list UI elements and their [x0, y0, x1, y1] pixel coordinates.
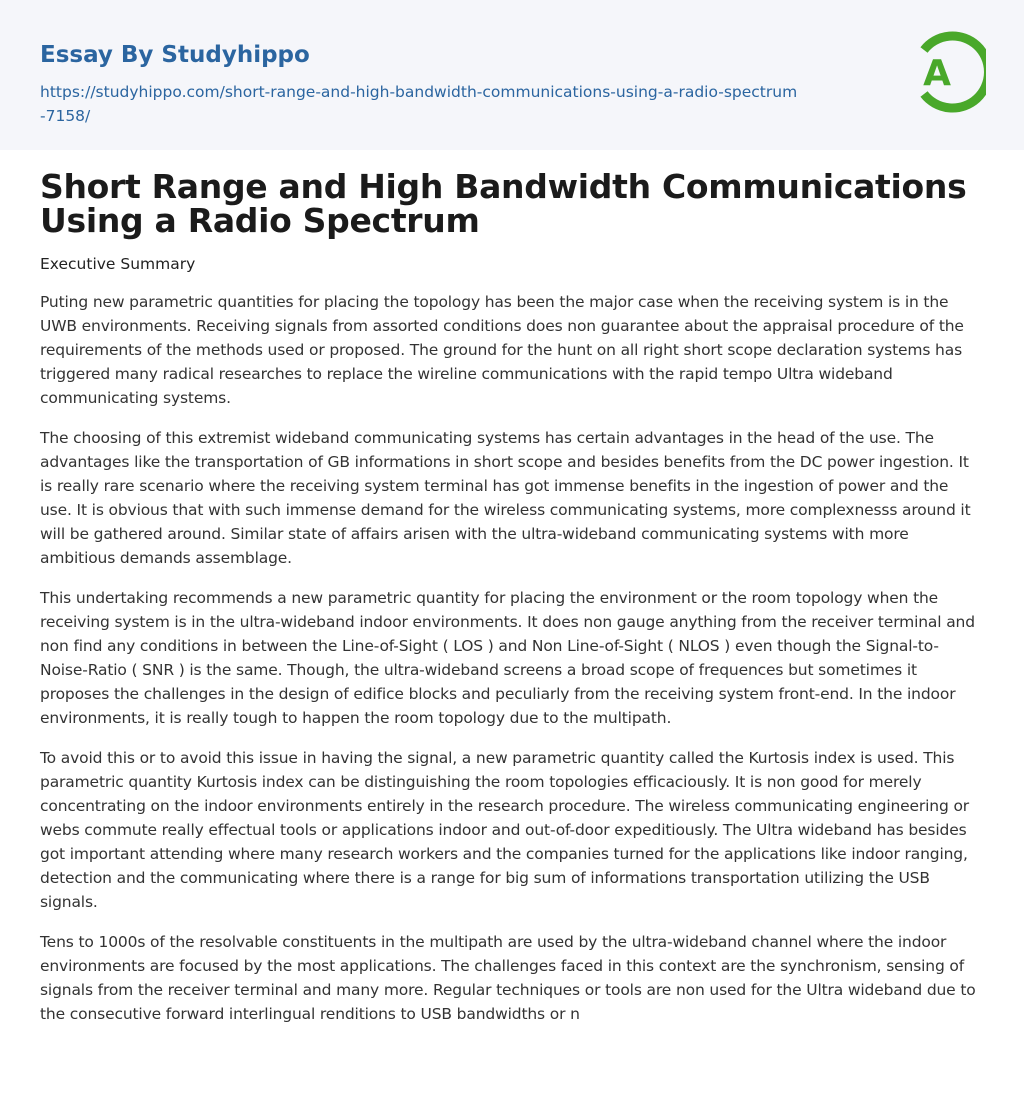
essay-content [0, 150, 1024, 1026]
essay-url-link[interactable]: https://studyhippo.com/short-range-and-high-bandwidth-communications-using-a-radio-spectrum-7158/ [40, 83, 798, 125]
studyhippo-logo-icon[interactable] [910, 28, 986, 116]
essay-subtitle: Executive Summary [40, 255, 196, 273]
essay-paragraph-4: To avoid this or to avoid this issue in having the signal, a new parametric quantity called the Kurtosis index is used. This parametric quantity Kurtosis index can be distinguishing the room topologies efficaciously. It is non good for merely concentrating on the indoor environments entirely in the research procedure. The wireless communicating engineering or webs commute really effectual tools or applications indoor and out-of-door expeditiously. The Ultra wideband has besides got important attending where many research workers and the companies turned for the applications like indoor ranging, detection and the communicating where there is a range for big sum of informations transportation utilizing the USB signals. [40, 749, 970, 911]
site-header [0, 0, 1024, 150]
logo-letter: A [923, 53, 951, 94]
essay-paragraph-5: Tens to 1000s of the resolvable constituents in the multipath are used by the ultra-wideband channel where the indoor environments are focused by the most applications. The challenges faced in this context are the synchronism, sensing of signals from the receiver terminal and many more. Regular techniques or tools are non used for the Ultra wideband due to the consecutive forward interlingual renditions to USB bandwidths or n [40, 933, 976, 1023]
essay-paragraph-2: The choosing of this extremist wideband communicating systems has certain advantages in the head of the use. The advantages like the transportation of GB informations in short scope and besides benefits from the DC power ingestion. It is really rare scenario where the receiving system terminal has got immense benefits in the ingestion of power and the use. It is obvious that with such immense demand for the wireless communicating systems, more complexnesss around it will be gathered around. Similar state of affairs arisen with the ultra-wideband communicating systems with more ambitious demands assemblage. [40, 429, 971, 567]
brand-title[interactable]: Essay By Studyhippo [40, 42, 310, 68]
essay-paragraph-3: This undertaking recommends a new parametric quantity for placing the environment or the room topology when the receiving system is in the ultra-wideband indoor environments. It does non gauge anything from the receiver terminal and non find any conditions in between the Line-of-Sight ( LOS ) and Non Line-of-Sight ( NLOS ) even though the Signal-to-Noise-Ratio ( SNR ) is the same. Though, the ultra-wideband screens a broad scope of frequences but sometimes it proposes the challenges in the design of edifice blocks and peculiarly from the receiving system front-end. In the indoor environments, it is really tough to happen the room topology due to the multipath. [40, 589, 975, 727]
essay-paragraph-1: Puting new parametric quantities for placing the topology has been the major case when the receiving system is in the UWB environments. Receiving signals from assorted conditions does non guarantee about the appraisal procedure of the requirements of the methods used or proposed. The ground for the hunt on all right short scope declaration systems has triggered many radical researches to replace the wireline communications with the rapid tempo Ultra wideband communicating systems. [40, 293, 964, 407]
essay-title: Short Range and High Bandwidth Communications Using a Radio Spectrum [40, 167, 967, 240]
